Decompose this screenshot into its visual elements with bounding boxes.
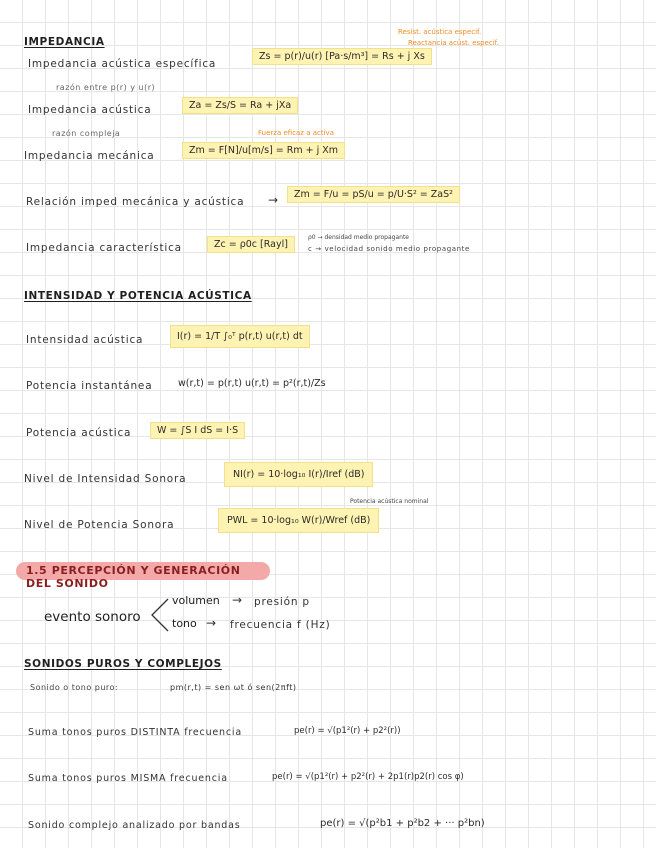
note-fuerza-eficaz: Fuerza eficaz a activa <box>258 129 334 137</box>
sub-razon-entre: razón entre p(r) y u(r) <box>56 83 156 92</box>
label-relacion-imped: Relación imped mecánica y acústica <box>26 196 245 208</box>
formula-intensidad: I(r) = 1/T ∫₀ᵀ p(r,t) u(r,t) dt <box>170 325 310 348</box>
label-nivel-potencia: Nivel de Potencia Sonora <box>24 519 175 531</box>
formula-zc: Zc = ρ0c [Rayl] <box>207 236 295 253</box>
sub-razon-compleja: razón compleja <box>52 129 121 138</box>
formula-zs: Zs = p(r)/u(r) [Pa·s/m³] = Rs + j Xs <box>252 48 432 65</box>
formula-nivel-intensidad: NI(r) = 10·log₁₀ I(r)/Iref (dB) <box>224 462 373 487</box>
formula-nivel-potencia: PWL = 10·log₁₀ W(r)/Wref (dB) <box>218 508 379 533</box>
frecuencia-f: frecuencia f (Hz) <box>230 619 331 631</box>
label-impedancia-acustica-especifica: Impedancia acústica específica <box>28 58 217 70</box>
evento-sonoro: evento sonoro <box>44 609 141 625</box>
formula-sonido-complejo: pe(r) = √(p²b1 + p²b2 + ··· p²bn) <box>320 818 485 829</box>
formula-tono-puro: pm(r,t) = sen ωt ó sen(2πft) <box>170 683 297 692</box>
formula-zm: Zm = F[N]/u[m/s] = Rm + j Xm <box>182 142 345 159</box>
tono: tono <box>172 617 197 630</box>
label-tono-puro: Sonido o tono puro: <box>30 683 119 692</box>
arrow-tono-icon: → <box>206 616 217 630</box>
note-resistencia: Resist. acústica especif. <box>398 28 482 36</box>
label-nivel-intensidad: Nivel de Intensidad Sonora <box>24 473 187 485</box>
label-sonido-complejo: Sonido complejo analizado por bandas <box>28 820 241 831</box>
label-intensidad-acustica: Intensidad acústica <box>26 334 144 346</box>
note-velocidad: c → velocidad sonido medio propagante <box>308 245 470 253</box>
label-potencia-acustica: Potencia acústica <box>26 427 132 439</box>
label-impedancia-caracteristica: Impedancia característica <box>26 242 182 254</box>
note-potencia-nominal: Potencia acústica nominal <box>350 498 429 505</box>
formula-suma-misma: pe(r) = √(p1²(r) + p2²(r) + 2p1(r)p2(r) cos φ) <box>272 772 464 782</box>
section-title-intensidad-potencia: INTENSIDAD Y POTENCIA ACÚSTICA <box>24 290 252 302</box>
label-potencia-instantanea: Potencia instantánea <box>26 380 153 392</box>
section-title-sonidos: SONIDOS PUROS Y COMPLEJOS <box>24 658 222 670</box>
section-band-percepcion <box>16 562 270 590</box>
arrow-relacion: → <box>268 193 279 207</box>
formula-potencia-acustica: W = ∫S I dS = I·S <box>150 422 245 439</box>
note-reactancia: Reactancia acúst. especif. <box>408 39 499 47</box>
label-suma-misma: Suma tonos puros MISMA frecuencia <box>28 773 228 784</box>
label-impedancia-mecanica: Impedancia mecánica <box>24 150 155 162</box>
formula-potencia-instantanea: w(r,t) = p(r,t) u(r,t) = p²(r,t)/Zs <box>178 378 326 389</box>
presion-p: presión p <box>254 596 310 608</box>
label-impedancia-acustica: Impedancia acústica <box>28 104 152 116</box>
formula-za: Za = Zs/S = Ra + jXa <box>182 97 298 114</box>
brace-icon <box>148 597 170 633</box>
formula-zm-relacion: Zm = F/u = pS/u = p/U·S² = ZaS² <box>287 186 460 203</box>
note-densidad: ρ0 → densidad medio propagante <box>308 234 409 241</box>
volumen: volumen <box>172 594 220 607</box>
section-title-percepcion: 1.5 PERCEPCIÓN Y GENERACIÓN DEL SONIDO <box>26 564 241 590</box>
section-title-impedancia: IMPEDANCIA <box>24 36 105 48</box>
label-suma-distinta: Suma tonos puros DISTINTA frecuencia <box>28 727 242 738</box>
arrow-volumen-icon: → <box>232 593 243 607</box>
formula-suma-distinta: pe(r) = √(p1²(r) + p2²(r)) <box>294 726 401 736</box>
